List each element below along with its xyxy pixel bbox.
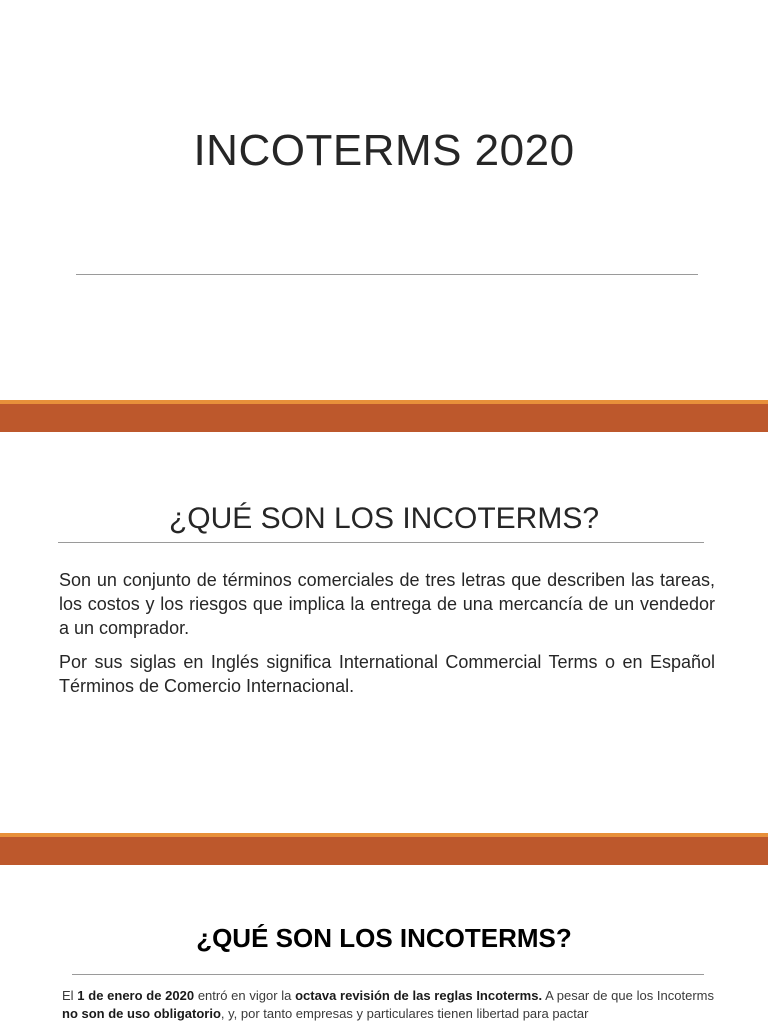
- slide-body: [59, 568, 715, 708]
- slide-separator-band: [0, 833, 768, 865]
- slide-separator-band: [0, 400, 768, 432]
- slide-title: ¿QUÉ SON LOS INCOTERMS?: [168, 502, 600, 535]
- presentation-title: INCOTERMS 2020: [193, 126, 575, 175]
- text-run: El: [62, 988, 78, 1003]
- text-run: , y, por tanto empresas y particulares tienen libertad para pactar: [220, 1006, 589, 1021]
- slide-title-underline: [58, 542, 704, 543]
- definition-slide: [0, 432, 768, 832]
- slide-title: ¿QUÉ SON LOS INCOTERMS?: [196, 923, 572, 953]
- slide-title-underline: [72, 974, 704, 975]
- acronym-paragraph: Por sus siglas en Inglés significa International Commercial Terms o en Español Términos de Comercio Internacional.: [59, 652, 715, 696]
- revision-paragraph: [62, 987, 714, 1023]
- text-run: A pesar de que los Incoterms: [542, 988, 715, 1003]
- optional-use-emphasis: no son de uso obligatorio: [62, 1006, 221, 1021]
- date-emphasis: 1 de enero de 2020: [77, 988, 195, 1003]
- revision-emphasis: octava revisión de las reglas Incoterms.: [295, 988, 543, 1003]
- title-divider-line: [76, 274, 698, 275]
- revision-slide: [0, 865, 768, 1024]
- definition-paragraph: Son un conjunto de términos comerciales de tres letras que describen las tareas, los costos y los riesgos que implica la entrega de una mercancía de un vendedor a un comprador.: [59, 570, 715, 638]
- text-run: entró en vigor la: [194, 988, 296, 1003]
- title-slide: [0, 0, 768, 400]
